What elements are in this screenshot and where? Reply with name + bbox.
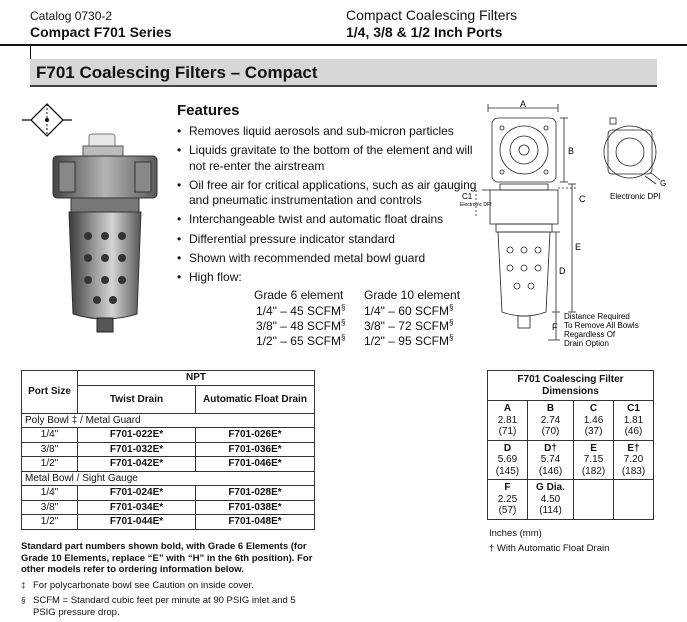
page-title: F701 Coalescing Filters – Compact xyxy=(30,59,657,87)
category-name: Compact Coalescing Filters xyxy=(346,7,518,23)
dim-cell-empty xyxy=(614,480,654,520)
dim-label-d: D xyxy=(559,266,566,276)
filter-product-image xyxy=(45,132,165,342)
dim-cell: A 2.81 (71) xyxy=(488,401,528,441)
features-list xyxy=(177,124,477,289)
header-rule xyxy=(0,44,687,46)
feature-item: • High flow: xyxy=(177,270,477,286)
npt-header: NPT xyxy=(78,371,315,386)
part-number-table xyxy=(21,370,315,530)
table-row: 1/4" F701-022E* F701-026E* xyxy=(22,428,315,443)
twist-drain-header: Twist Drain xyxy=(78,385,196,413)
dim-cell: F 2.25 (57) xyxy=(488,480,528,520)
table-row: 1/2" F701-042E* F701-046E* xyxy=(22,457,315,472)
table-row: 1/2" F701-044E* F701-048E* xyxy=(22,515,315,530)
feature-item: • Interchangeable twist and automatic float drains xyxy=(177,212,477,228)
dim-cell: G Dia. 4.50 (114) xyxy=(527,480,573,520)
flow-value: 1/4" – 45 SCFM§ xyxy=(256,303,346,318)
dim-cell: E† 7.20 (183) xyxy=(614,440,654,480)
dim-cell: D† 5.74 (146) xyxy=(527,440,573,480)
dim-label-c1: C1 xyxy=(462,192,473,201)
feature-item: • Removes liquid aerosols and sub-micron particles xyxy=(177,124,477,140)
dim-cell: C1 1.81 (46) xyxy=(614,401,654,441)
footnote: § SCFM = Standard cubic feet per minute at 90 PSIG inlet and 5 PSIG pressure drop. xyxy=(21,595,296,618)
grade10-heading: Grade 10 element xyxy=(364,288,461,302)
dim-label-c: C xyxy=(579,194,586,204)
feature-item: • Differential pressure indicator standard xyxy=(177,232,477,248)
flow-value: 3/8" – 72 SCFM§ xyxy=(364,318,454,333)
drain-note-line: To Remove All Bowls xyxy=(564,321,639,330)
feature-item: • Oil free air for critical applications, such as air gauging and pneumatic instrumentation and controls xyxy=(177,178,477,209)
dimension-drawing xyxy=(460,98,675,353)
feature-item: • Liquids gravitate to the bottom of the element and will not re-enter the airstream xyxy=(177,143,477,174)
table-row: 1/4" F701-024E* F701-028E* xyxy=(22,486,315,501)
footnote: ‡ For polycarbonate bowl see Caution on inside cover. xyxy=(21,579,254,591)
feature-item: • Shown with recommended metal bowl guard xyxy=(177,251,477,267)
dim-label-e: E xyxy=(575,242,582,252)
table-row: 3/8" F701-034E* F701-038E* xyxy=(22,500,315,515)
table-row: 3/8" F701-032E* F701-036E* xyxy=(22,442,315,457)
port-size-header: Port Size xyxy=(22,371,78,414)
dim-label-g: G xyxy=(660,179,667,188)
standard-note: Standard part numbers shown bold, with Grade 6 Elements (for Grade 10 Elements, replace “E” with “H” in the 6th position). For other models refer to ordering information below. xyxy=(21,541,313,575)
flow-value: 1/2" – 95 SCFM§ xyxy=(364,333,454,348)
drain-note-line: Distance Required xyxy=(564,312,630,321)
electronic-dpi-small-label: Electronic DPI xyxy=(460,202,492,208)
dim-cell: C 1.46 (37) xyxy=(574,401,614,441)
flow-value: 3/8" – 48 SCFM§ xyxy=(256,318,346,333)
dim-label-b: B xyxy=(568,146,575,156)
flow-value: 1/4" – 60 SCFM§ xyxy=(364,303,454,318)
footnotes xyxy=(21,541,321,618)
dim-cell-empty xyxy=(574,480,614,520)
dimensions-table xyxy=(487,370,654,520)
dim-label-f: F xyxy=(552,322,558,332)
grade6-heading: Grade 6 element xyxy=(254,288,344,302)
features-heading: Features xyxy=(177,102,240,119)
dim-label-a: A xyxy=(520,99,527,109)
drain-note-line: Regardless Of xyxy=(564,330,616,339)
section-row: Poly Bowl ‡ / Metal Guard xyxy=(22,413,315,428)
dimensions-title: F701 Coalescing Filter Dimensions xyxy=(488,371,654,401)
section-row: Metal Bowl / Sight Gauge xyxy=(22,471,315,486)
auto-drain-header: Automatic Float Drain xyxy=(196,385,315,413)
dim-cell: D 5.69 (145) xyxy=(488,440,528,480)
dim-cell: B 2.74 (70) xyxy=(527,401,573,441)
dim-cell: E 7.15 (182) xyxy=(574,440,614,480)
series-name: Compact F701 Series xyxy=(30,24,172,40)
catalog-number: Catalog 0730-2 xyxy=(30,9,113,23)
units-note: Inches (mm) xyxy=(489,528,542,539)
port-sizes: 1/4, 3/8 & 1/2 Inch Ports xyxy=(346,24,503,40)
drain-note-line: Drain Option xyxy=(564,339,609,348)
auto-drain-note: † With Automatic Float Drain xyxy=(489,543,610,554)
electronic-dpi-label: Electronic DPI xyxy=(610,192,661,201)
flow-value: 1/2" – 65 SCFM§ xyxy=(256,333,346,348)
